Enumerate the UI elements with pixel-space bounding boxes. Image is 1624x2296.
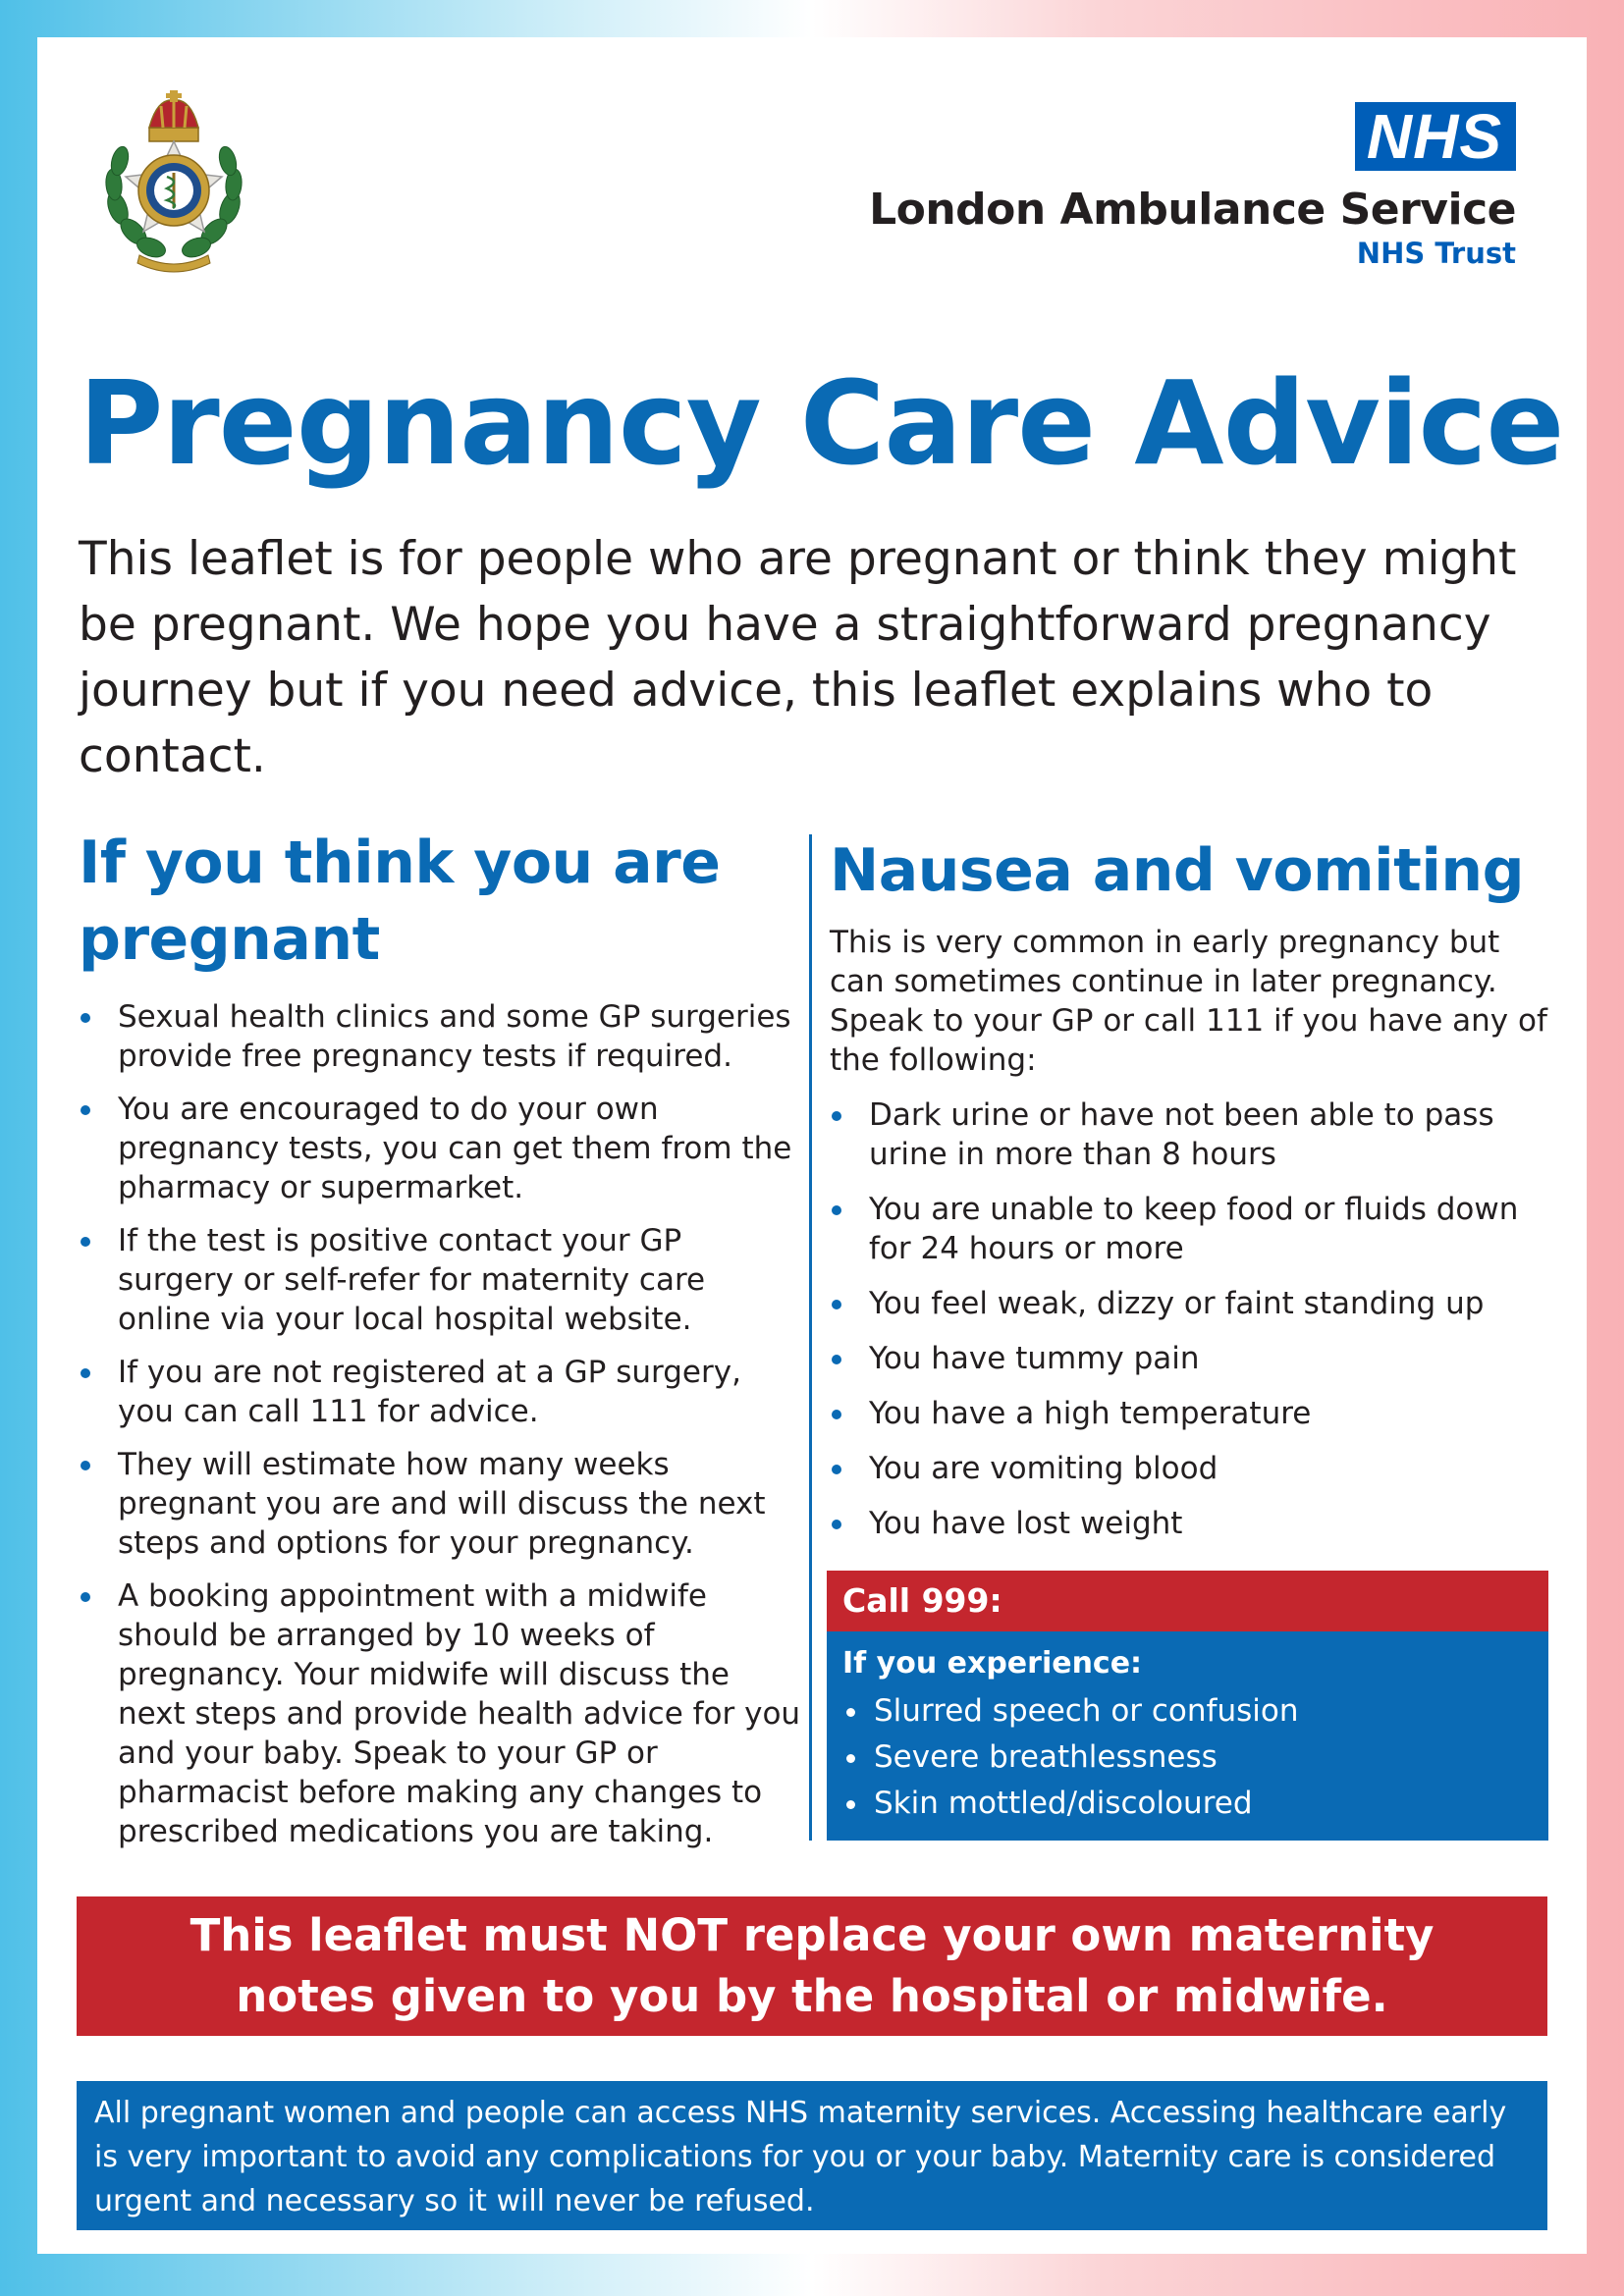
- bullet-icon: [81, 1461, 90, 1470]
- bullet-icon: [81, 1592, 90, 1602]
- emergency-call-subheading: If you experience:: [842, 1646, 1143, 1681]
- pregnancy-advice-list: [79, 997, 805, 1851]
- bullet-icon: [81, 1237, 90, 1247]
- list-item-text: You are unable to keep food or fluids down for 24 hours or more: [869, 1192, 1519, 1266]
- list-item-text: They will estimate how many weeks pregnant you are and will discuss the next steps and options for your pregnancy.: [118, 1447, 766, 1561]
- emergency-call-box: [827, 1571, 1548, 1841]
- list-item-text: A booking appointment with a midwife should be arranged by 10 weeks of pregnancy. Your midwife will discuss the next steps and provide health advice for you and your baby. Speak to your GP or pharmacist before making any changes to prescribed medications you are taking.: [118, 1578, 801, 1849]
- list-item-text: If you are not registered at a GP surgery, you can call 111 for advice.: [118, 1355, 741, 1429]
- list-item-text: If the test is positive contact your GP surgery or self-refer for maternity care online via your local hospital website.: [118, 1223, 706, 1337]
- bullet-icon: [846, 1800, 855, 1809]
- list-item: [830, 1339, 1548, 1378]
- nausea-section-heading: Nausea and vomiting: [830, 836, 1525, 905]
- emergency-symptom-list: [842, 1688, 1533, 1827]
- list-item-text: Skin mottled/discoloured: [874, 1786, 1253, 1821]
- intro-paragraph: This leaflet is for people who are pregnant or think they might be pregnant. We hope you have a straightforward pregnancy journey but if you need advice, this leaflet explains who to contact.: [79, 532, 1517, 783]
- footer-text: All pregnant women and people can access NHS maternity services. Accessing healthcare early is very important to avoid any complications for you or your baby. Maternity care is considered urgent and necessary so it will never be refused.: [94, 2096, 1507, 2218]
- list-item: [842, 1735, 1533, 1781]
- list-item: [79, 997, 805, 1076]
- bullet-icon: [81, 1368, 90, 1378]
- nausea-symptom-list: [830, 1095, 1548, 1543]
- list-item: [79, 1353, 805, 1431]
- list-item: [830, 1190, 1548, 1268]
- list-item: [830, 1284, 1548, 1323]
- bullet-icon: [81, 1013, 90, 1023]
- list-item: [830, 1394, 1548, 1433]
- organisation-name: London Ambulance Service: [869, 185, 1516, 235]
- list-item: [79, 1445, 805, 1563]
- list-item: [842, 1688, 1533, 1735]
- page-title: Pregnancy Care Advice: [79, 355, 1564, 491]
- bullet-icon: [832, 1355, 841, 1364]
- list-item-text: Slurred speech or confusion: [874, 1693, 1299, 1729]
- warning-text: This leaflet must NOT replace your own maternity notes given to you by the hospital or midwife.: [189, 1909, 1435, 2022]
- bullet-icon: [846, 1708, 855, 1717]
- emergency-call-body: [827, 1631, 1548, 1841]
- nausea-intro-text: This is very common in early pregnancy but can sometimes continue in later pregnancy. Speak to your GP or call 111 if you have any of the following:: [830, 925, 1547, 1078]
- list-item: [79, 1221, 805, 1339]
- pregnancy-section: [79, 825, 805, 1865]
- bullet-icon: [846, 1754, 855, 1763]
- bullet-icon: [832, 1205, 841, 1215]
- list-item-text: You have lost weight: [869, 1506, 1183, 1541]
- organisation-trust: NHS Trust: [1356, 237, 1516, 270]
- bullet-icon: [832, 1111, 841, 1121]
- list-item-text: You are encouraged to do your own pregnancy tests, you can get them from the pharmacy or supermarket.: [118, 1092, 792, 1205]
- list-item-text: Dark urine or have not been able to pass urine in more than 8 hours: [869, 1097, 1494, 1172]
- list-item: [830, 1095, 1548, 1174]
- nhs-logo: NHS: [1355, 102, 1516, 171]
- list-item: [842, 1781, 1533, 1827]
- list-item: [79, 1090, 805, 1207]
- emergency-call-heading: Call 999:: [827, 1571, 1548, 1631]
- nausea-section: [830, 832, 1548, 1559]
- list-item: [79, 1576, 805, 1851]
- ambulance-service-crest-icon: [100, 90, 247, 279]
- bullet-icon: [81, 1105, 90, 1115]
- list-item-text: Severe breathlessness: [874, 1739, 1218, 1775]
- warning-banner: [77, 1896, 1547, 2036]
- column-divider: [809, 834, 812, 1841]
- footer-notice: [77, 2081, 1547, 2230]
- list-item: [830, 1449, 1548, 1488]
- list-item-text: Sexual health clinics and some GP surgeries provide free pregnancy tests if required.: [118, 999, 791, 1074]
- bullet-icon: [832, 1520, 841, 1529]
- bullet-icon: [832, 1410, 841, 1419]
- list-item: [830, 1504, 1548, 1543]
- list-item-text: You have tummy pain: [869, 1341, 1200, 1376]
- list-item-text: You are vomiting blood: [869, 1451, 1218, 1486]
- bullet-icon: [832, 1300, 841, 1309]
- list-item-text: You have a high temperature: [869, 1396, 1312, 1431]
- list-item-text: You feel weak, dizzy or faint standing up: [869, 1286, 1485, 1321]
- organisation-identity: [869, 102, 1516, 270]
- bullet-icon: [832, 1465, 841, 1474]
- pregnancy-section-heading: If you think you are pregnant: [79, 828, 721, 974]
